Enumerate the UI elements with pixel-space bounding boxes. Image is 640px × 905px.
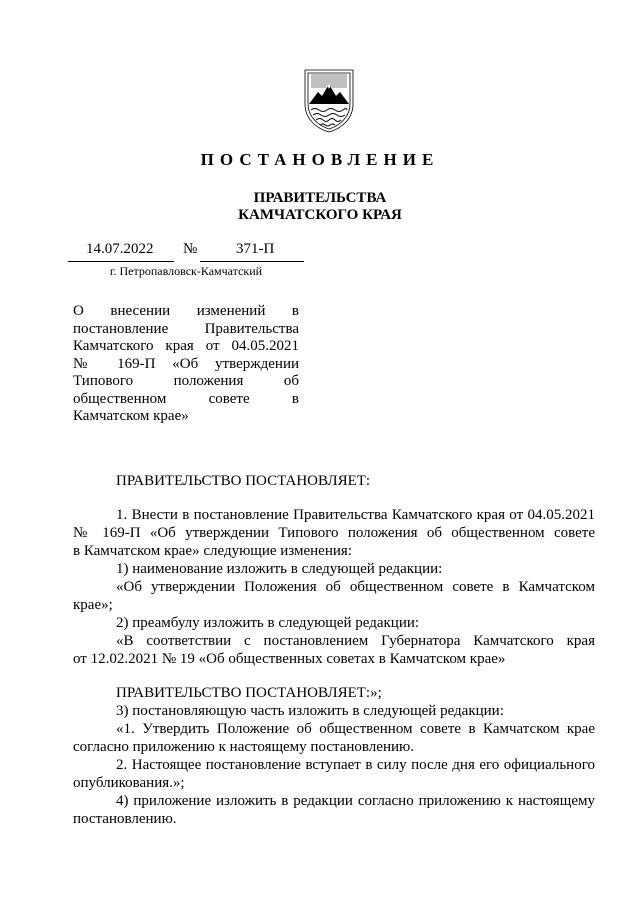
- body-line: «В соответствии с постановлением Губернатора Камчатского края: [116, 633, 595, 649]
- body-line: 2. Настоящее постановление вступает в силу после дня его официального: [116, 757, 595, 773]
- subject-line: № 169-П «Об утверждении: [73, 355, 299, 372]
- subject-line: Типового положения об: [73, 373, 299, 389]
- authority-line-2: КАМЧАТСКОГО КРАЯ: [238, 207, 402, 223]
- number-sign: №: [183, 241, 198, 257]
- body-line: № 169-П «Об утверждении Типового положения об общественном совете: [73, 525, 595, 541]
- body-line: согласно приложению к настоящему постановлению.: [73, 739, 414, 755]
- document-type-title: ПОСТАНОВЛЕНИЕ: [200, 150, 440, 169]
- body-line: 3) постановляющую часть изложить в следующей редакции:: [116, 703, 504, 719]
- city-line: г. Петропавловск-Камчатский: [109, 264, 263, 278]
- subject-line: общественном совете в: [73, 390, 299, 407]
- body-line: крае»;: [73, 597, 113, 613]
- document-subject: [73, 303, 299, 426]
- document-number: 371-П: [236, 241, 275, 257]
- subject-line: постановление Правительства: [73, 320, 299, 337]
- authority-line-1: ПРАВИТЕЛЬСТВА: [253, 190, 387, 206]
- body-line: 1) наименование изложить в следующей редакции:: [116, 561, 443, 577]
- body-line: 2) преамбулу изложить в следующей редакции:: [116, 615, 420, 631]
- number-underline: [200, 261, 304, 262]
- body-line: «1. Утвердить Положение об общественном совете в Камчатском крае: [116, 721, 595, 737]
- coat-of-arms-emblem: [302, 66, 356, 134]
- subject-line: Камчатского края от 04.05.2021: [73, 338, 299, 354]
- body-line: ПРАВИТЕЛЬСТВО ПОСТАНОВЛЯЕТ:»;: [116, 685, 382, 701]
- date-underline: [68, 261, 174, 262]
- subject-line: Камчатском крае»: [73, 408, 189, 424]
- body-line: «Об утверждении Положения об общественном совете в Камчатском: [116, 579, 595, 595]
- body-line: опубликования.»;: [73, 775, 185, 791]
- resolves-heading: ПРАВИТЕЛЬСТВО ПОСТАНОВЛЯЕТ:: [116, 473, 371, 489]
- body-line: в Камчатском крае» следующие изменения:: [73, 543, 352, 559]
- body-line: 1. Внести в постановление Правительства Камчатского края от 04.05.2021: [116, 507, 595, 523]
- subject-line: О внесении изменений в: [73, 303, 299, 319]
- body-line: от 12.02.2021 № 19 «Об общественных советах в Камчатском крае»: [73, 651, 506, 667]
- body-line: постановлению.: [73, 811, 177, 827]
- body-line: 4) приложение изложить в редакции согласно приложению к настоящему: [116, 793, 595, 809]
- document-date: 14.07.2022: [86, 241, 154, 257]
